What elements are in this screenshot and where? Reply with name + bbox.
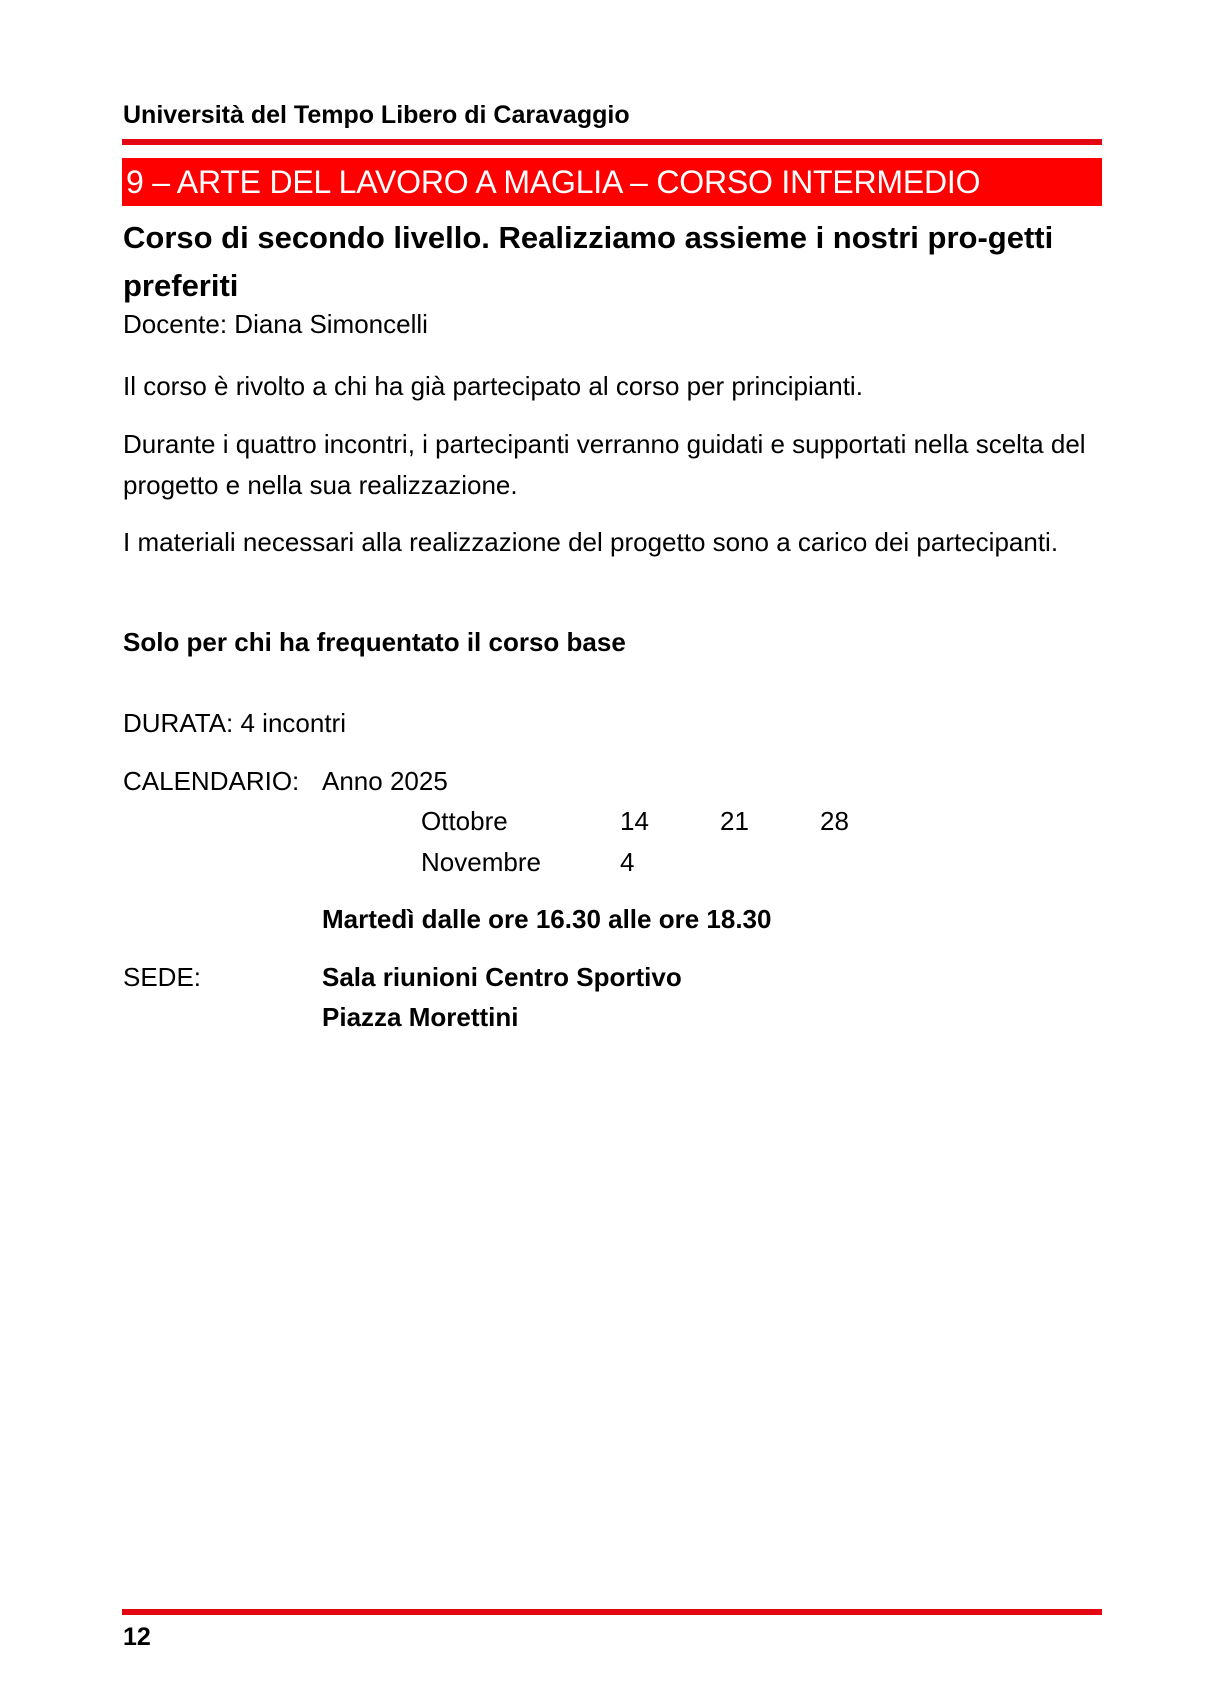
duration-text: DURATA: 4 incontri bbox=[123, 708, 346, 738]
description-paragraph: I materiali necessari alla realizzazione del progetto sono a carico dei partecipanti. bbox=[123, 527, 1059, 557]
calendar-day: 21 bbox=[720, 806, 749, 836]
description-paragraph: Durante i quattro incontri, i partecipanti verranno guidati e supportati nella scelta del progetto e nella sua realizzazione. bbox=[123, 429, 1086, 500]
schedule-time: Martedì dalle ore 16.30 alle ore 18.30 bbox=[322, 904, 772, 934]
calendar-day: 14 bbox=[620, 806, 649, 836]
calendar-day: 28 bbox=[820, 806, 849, 836]
description-paragraph: Il corso è rivolto a chi ha già partecipato al corso per principianti. bbox=[123, 371, 863, 401]
calendar-month: Novembre bbox=[421, 847, 541, 877]
header-divider bbox=[122, 139, 1102, 145]
venue-line: Sala riunioni Centro Sportivo bbox=[322, 962, 682, 992]
venue-label: SEDE: bbox=[123, 962, 202, 992]
page-number: 12 bbox=[123, 1623, 151, 1651]
footer-divider bbox=[122, 1609, 1102, 1615]
calendar-day: 4 bbox=[620, 847, 635, 877]
course-subtitle: Corso di secondo livello. Realizziamo assieme i nostri pro-getti preferiti bbox=[123, 220, 1054, 303]
venue-line: Piazza Morettini bbox=[322, 1002, 519, 1032]
calendar-month: Ottobre bbox=[421, 806, 508, 836]
prerequisite-note: Solo per chi ha frequentato il corso base bbox=[123, 627, 626, 657]
course-teacher: Docente: Diana Simoncelli bbox=[123, 309, 428, 339]
calendar-year: Anno 2025 bbox=[322, 766, 448, 796]
course-title: 9 – ARTE DEL LAVORO A MAGLIA – CORSO INTERMEDIO bbox=[126, 164, 981, 200]
calendar-label: CALENDARIO: bbox=[123, 766, 300, 796]
document-header-title: Università del Tempo Libero di Caravaggio bbox=[123, 101, 630, 129]
